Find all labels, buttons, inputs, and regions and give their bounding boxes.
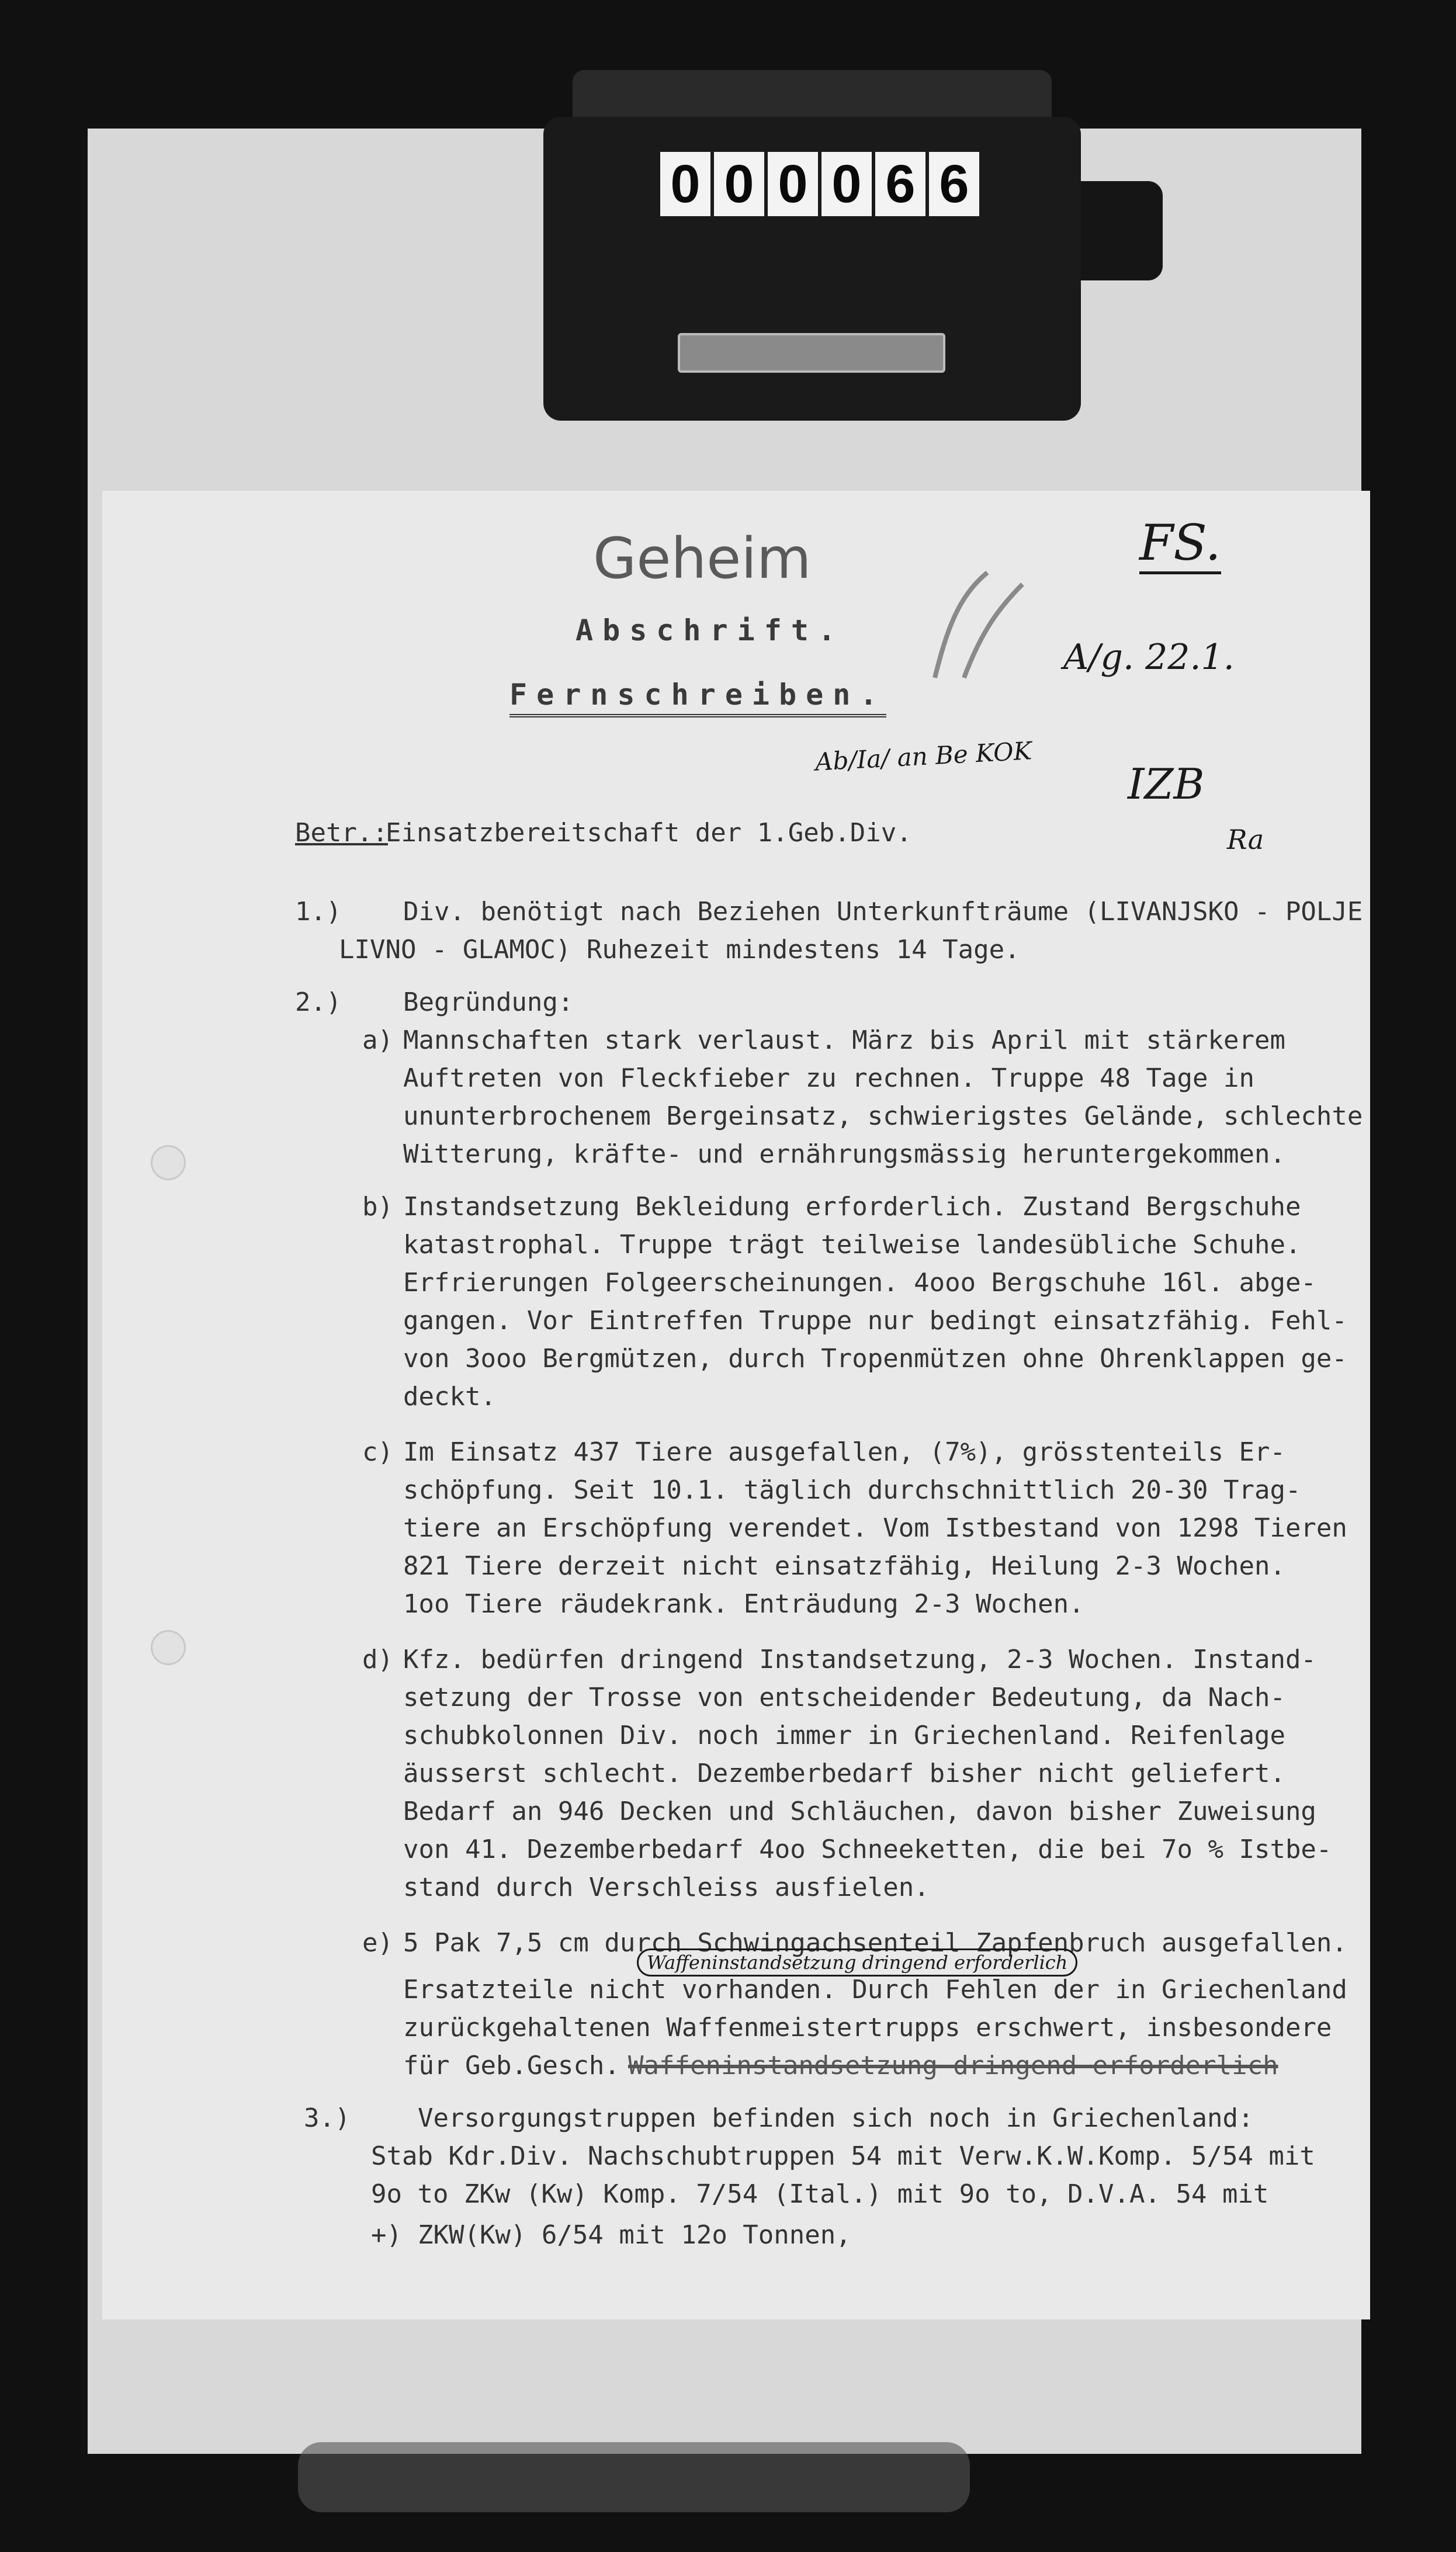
- counter-digit: 0: [660, 152, 710, 216]
- subject-label: Betr.:: [295, 818, 388, 848]
- item-line: 5 Pak 7,5 cm durch Schwingachsenteil Zapfenbruch ausgefallen.: [403, 1928, 1347, 1958]
- item-line: schubkolonnen Div. noch immer in Griechenland. Reifenlage: [403, 1721, 1285, 1750]
- handwritten-date: A/g. 22.1.: [1063, 637, 1235, 678]
- subject-text: Einsatzbereitschaft der 1.Geb.Div.: [386, 818, 912, 848]
- point-number: 3.): [304, 2103, 351, 2133]
- handwritten-insertion: Waffeninstandsetzung dringend erforderlich: [637, 1948, 1077, 1977]
- point-number: 1.): [295, 897, 342, 927]
- point-number: 2.): [295, 987, 342, 1017]
- point-text: LIVNO - GLAMOC) Ruhezeit mindestens 14 Tage.: [339, 935, 1020, 965]
- item-line: gangen. Vor Eintreffen Truppe nur bedingt einsatzfähig. Fehl-: [403, 1306, 1347, 1336]
- point-text: ZKW(Kw) 6/54 mit 12o Tonnen,: [418, 2220, 851, 2250]
- item-line: Erfrierungen Folgeerscheinungen. 4ooo Bergschuhe 16l. abge-: [403, 1268, 1316, 1298]
- item-line: Kfz. bedürfen dringend Instandsetzung, 2-3 Wochen. Instand-: [403, 1645, 1316, 1674]
- item-label: c): [362, 1437, 393, 1467]
- item-line: äusserst schlecht. Dezemberbedarf bisher nicht geliefert.: [403, 1759, 1285, 1788]
- item-line: Instandsetzung Bekleidung erforderlich. Zustand Bergschuhe: [403, 1192, 1301, 1222]
- handwritten-note: IZB: [1128, 760, 1205, 809]
- counter-digit: 0: [714, 152, 764, 216]
- item-line: tiere an Erschöpfung verendet. Vom Istbestand von 1298 Tieren: [403, 1513, 1347, 1543]
- handwritten-note: Ab/Ia/ an Be KOK: [814, 736, 1033, 776]
- handwritten-mark: [923, 561, 1028, 695]
- item-line: schöpfung. Seit 10.1. täglich durchschnittlich 20-30 Trag-: [403, 1475, 1301, 1505]
- item-line: für Geb.Gesch.: [403, 2051, 620, 2081]
- item-label: a): [362, 1025, 393, 1055]
- point-text: 9o to ZKw (Kw) Komp. 7/54 (Ital.) mit 9o to, D.V.A. 54 mit: [371, 2179, 1269, 2209]
- classification-heading: Geheim: [593, 526, 812, 591]
- item-line: Bedarf an 946 Decken und Schläuchen, davon bisher Zuweisung: [403, 1797, 1316, 1826]
- item-line: Auftreten von Fleckfieber zu rechnen. Truppe 48 Tage in: [403, 1063, 1254, 1093]
- point-title: Begründung:: [403, 987, 574, 1017]
- item-line: deckt.: [403, 1382, 496, 1412]
- struck-text: Waffeninstandsetzung dringend erforderlich: [628, 2051, 1278, 2081]
- counter-digit: 0: [768, 152, 818, 216]
- counter-digit: 0: [821, 152, 872, 216]
- item-line: stand durch Verschleiss ausfielen.: [403, 1873, 930, 1902]
- item-line: Witterung, kräfte- und ernährungsmässig heruntergekommen.: [403, 1139, 1285, 1169]
- handwritten-fs: FS.: [1139, 514, 1221, 574]
- handwritten-initials: Ra: [1227, 824, 1264, 855]
- point-text: Stab Kdr.Div. Nachschubtruppen 54 mit Verw.K.W.Komp. 5/54 mit: [371, 2141, 1315, 2171]
- point-text: Versorgungstruppen befinden sich noch in Griechenland:: [418, 2103, 1254, 2133]
- counter-digit: 6: [929, 152, 979, 216]
- item-label: d): [362, 1645, 393, 1674]
- item-line: setzung der Trosse von entscheidender Bedeutung, da Nach-: [403, 1683, 1285, 1712]
- item-line: von 3ooo Bergmützen, durch Tropenmützen ohne Ohrenklappen ge-: [403, 1344, 1347, 1374]
- item-line: Ersatzteile nicht vorhanden. Durch Fehlen der in Griechenland: [403, 1975, 1347, 2005]
- item-line: Im Einsatz 437 Tiere ausgefallen, (7%), grösstenteils Er-: [403, 1437, 1285, 1467]
- document-type: Abschrift.: [576, 613, 845, 647]
- item-line: 1oo Tiere räudekrank. Enträudung 2-3 Wochen.: [403, 1589, 1084, 1619]
- document-title: Fernschreiben.: [509, 678, 886, 717]
- item-line: zurückgehaltenen Waffenmeistertrupps erschwert, insbesondere: [403, 2013, 1332, 2043]
- counter-digit: 6: [875, 152, 925, 216]
- item-line: Mannschaften stark verlaust. März bis April mit stärkerem: [403, 1025, 1285, 1055]
- point-text: Div. benötigt nach Beziehen Unterkunfträume (LIVANJSKO - POLJE: [403, 897, 1363, 927]
- item-line: ununterbrochenem Bergeinsatz, schwierigstes Gelände, schlechte: [403, 1101, 1363, 1131]
- item-label: b): [362, 1192, 393, 1222]
- item-line: katastrophal. Truppe trägt teilweise landesübliche Schuhe.: [403, 1230, 1301, 1260]
- handwritten-mark: +): [371, 2220, 402, 2250]
- item-line: von 41. Dezemberbedarf 4oo Schneeketten, die bei 7o % Istbe-: [403, 1835, 1332, 1864]
- item-line: 821 Tiere derzeit nicht einsatzfähig, Heilung 2-3 Wochen.: [403, 1551, 1285, 1581]
- item-label: e): [362, 1928, 393, 1958]
